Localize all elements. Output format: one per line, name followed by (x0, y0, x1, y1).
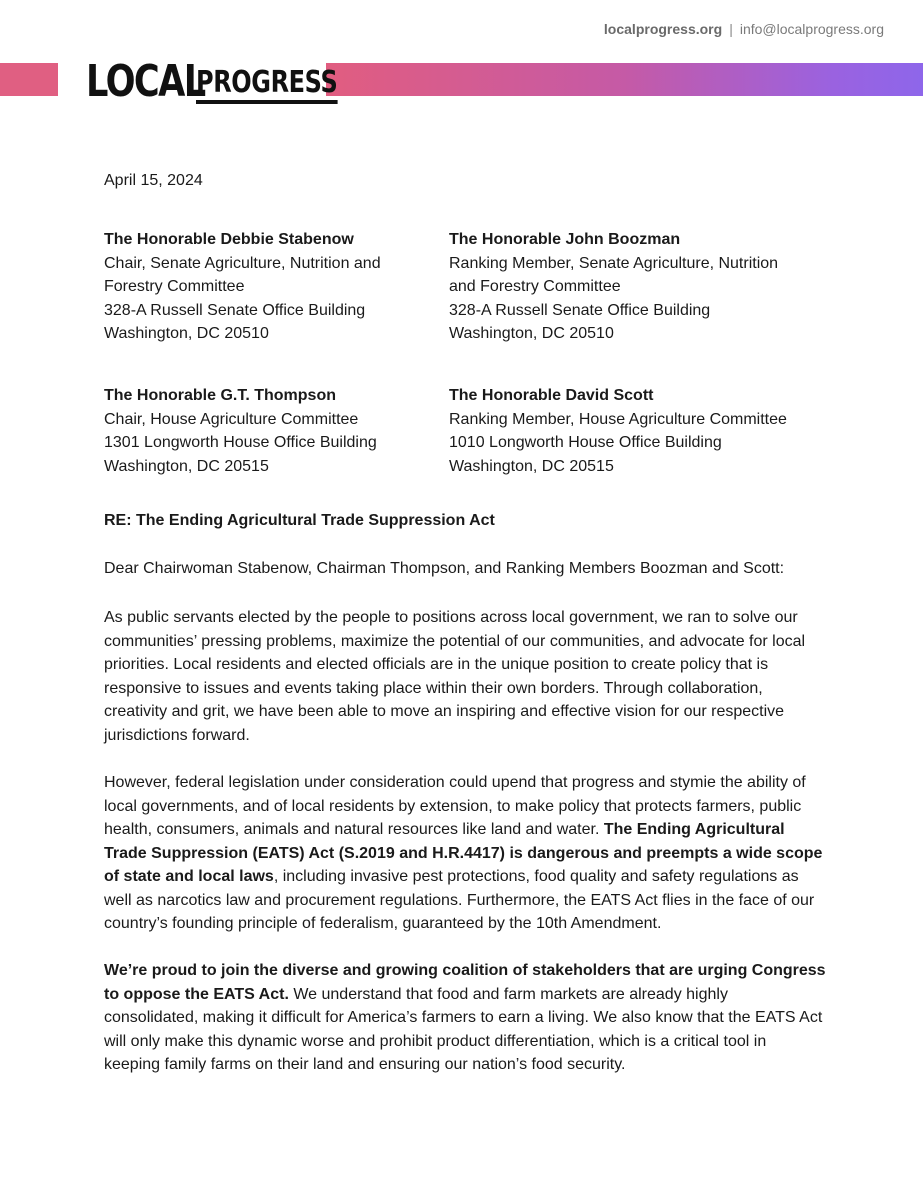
recipient-line: Ranking Member, House Agriculture Committee (449, 410, 787, 428)
recipient-line: Ranking Member, Senate Agriculture, Nutrition (449, 254, 779, 272)
contact-separator: | (729, 21, 733, 37)
paragraph-2-text: , including invasive pest protections, food quality and safety regulations as well as narcotics law and procurement regulations. Furthermore, the EATS Act flies in the face of our country’s founding principle of federalism, guaranteed by the 10th Amendment. (104, 868, 815, 932)
header-bar-gradient (326, 63, 923, 96)
recipient-stabenow (104, 228, 404, 346)
letter-date: April 15, 2024 (104, 172, 203, 189)
logo-local-text: LOCAL (86, 56, 205, 107)
recipient-line: Chair, House Agriculture Committee (104, 410, 359, 428)
recipient-name: The Honorable Debbie Stabenow (104, 231, 354, 248)
re-line: RE: The Ending Agricultural Trade Suppression Act (104, 512, 495, 529)
header-contact (604, 21, 884, 37)
recipient-scott (449, 384, 809, 478)
recipient-line: Forestry Committee (104, 278, 245, 295)
logo-progress-text: PROGRESS (196, 68, 337, 104)
paragraph-3-emphasis: We’re proud to join the diverse and growing coalition of stakeholders that are urging Congress to oppose the EATS Act. (104, 962, 826, 1003)
recipient-name: The Honorable David Scott (449, 387, 654, 404)
recipient-name: The Honorable John Boozman (449, 231, 681, 248)
recipient-boozman (449, 228, 809, 346)
paragraph-3 (104, 959, 826, 1077)
recipient-line: Washington, DC 20510 (449, 325, 614, 342)
header-bar-left (0, 63, 58, 96)
recipient-thompson (104, 384, 424, 478)
recipient-line: Chair, Senate Agriculture, Nutrition and (104, 254, 381, 272)
recipient-line: 328-A Russell Senate Office Building (449, 301, 711, 319)
recipient-line: 1010 Longworth House Office Building (449, 434, 722, 451)
recipient-name: The Honorable G.T. Thompson (104, 387, 336, 404)
paragraph-1: As public servants elected by the people to positions across local government, we ran to solve our communities’ pressing problems, maximize the potential of our communities, and advocate for local priorities. Local residents and elected officials are in the unique position to create policy that is responsive to issues and events taking place within their own borders. Through collaboration, creativity and grit, we have been able to move an inspiring and effective vision for our respective jurisdictions forward. (104, 609, 806, 744)
recipient-line: Washington, DC 20510 (104, 325, 269, 342)
local-progress-logo (86, 54, 373, 107)
recipient-line: 1301 Longworth House Office Building (104, 434, 377, 451)
website-link[interactable]: localprogress.org (603, 21, 723, 37)
paragraph-3-text: We understand that food and farm markets are already highly consolidated, making it difficult for America’s farmers to earn a living. We also know that the EATS Act will only make this dynamic worse and prohibit product differentiation, which is a critical tool in keeping family farms on their land and ensuring our nation’s food security. (104, 985, 823, 1073)
recipient-line: Washington, DC 20515 (449, 457, 614, 475)
email-link[interactable]: info@localprogress.org (739, 21, 884, 37)
recipient-line: and Forestry Committee (449, 278, 621, 295)
paragraph-2-text: However, federal legislation under consideration could upend that progress and stymie the ability of local governments, and of local residents by extension, to make policy that protects farmers, public health, consumers, animals and natural resources like land and water. (104, 774, 806, 838)
salutation: Dear Chairwoman Stabenow, Chairman Thompson, and Ranking Members Boozman and Scott: (104, 560, 785, 577)
recipient-line: 328-A Russell Senate Office Building (104, 301, 366, 319)
paragraph-2 (104, 771, 826, 936)
recipient-line: Washington, DC 20515 (104, 457, 269, 475)
paragraph-2-emphasis: The Ending Agricultural Trade Suppression (EATS) Act (S.2019 and H.R.4417) is dangerous and preempts a wide scope of state and local laws (104, 821, 823, 885)
